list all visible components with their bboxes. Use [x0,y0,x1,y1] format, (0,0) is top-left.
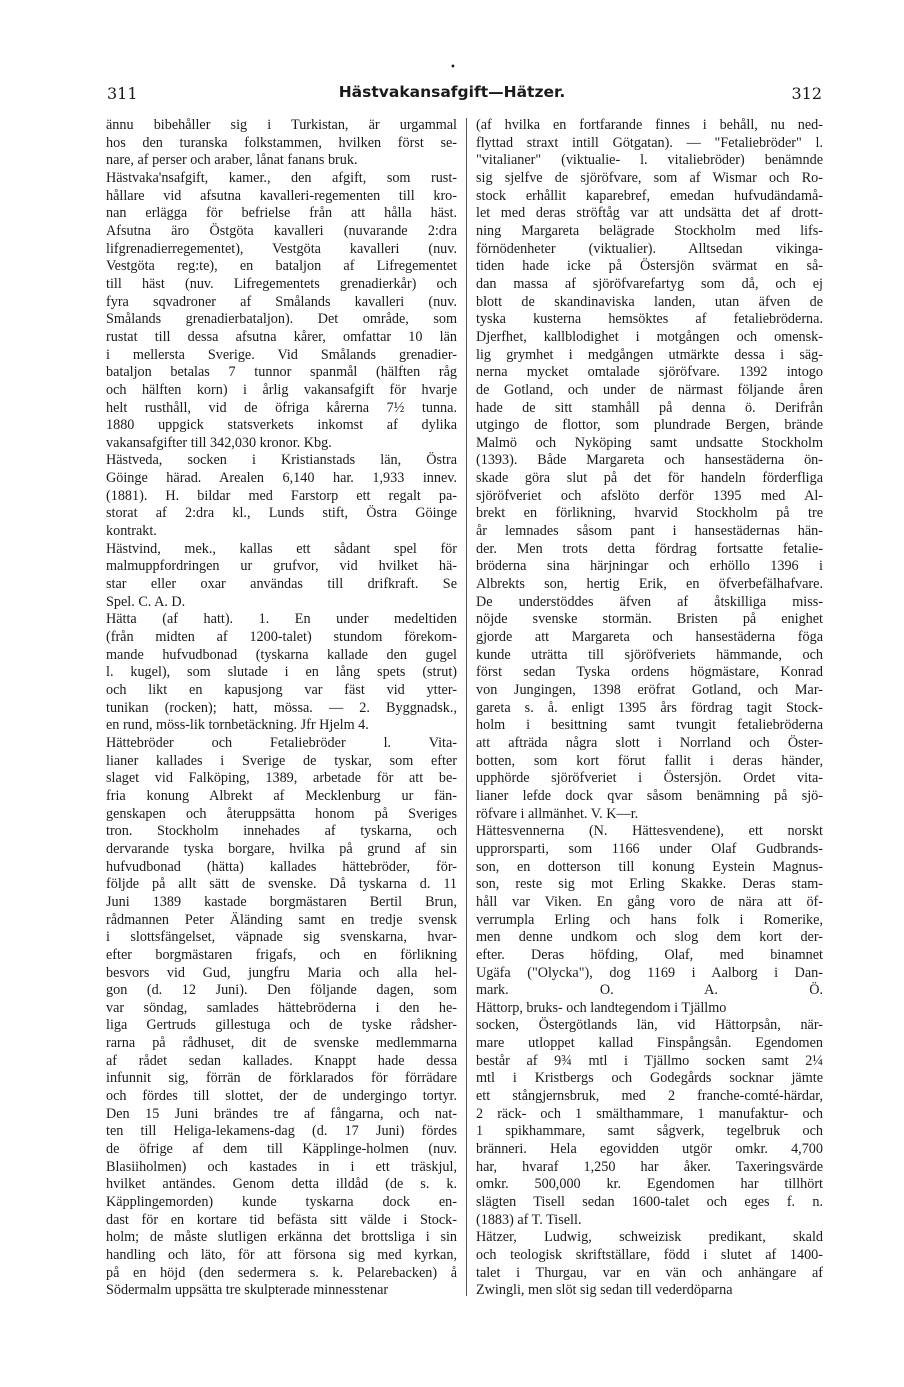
right-column-line: (1883) af T. Tisell. [476,1211,582,1228]
left-column-line: infunnit sig, förrän de förklarados för förrädare [106,1070,457,1087]
left-column-line: rustat till dessa afsutna kårer, omfattar 10 län [106,328,457,345]
right-column-line: tiden hade icke på Östersjön svärmat en så- [476,258,823,275]
left-column-line: följde på allt sätt de svenske. Då tyskarna d. 11 [106,876,457,893]
left-column-line: mande hufvudbonad (tyskarna kallade den gugel [106,646,457,663]
right-column-line: består af 9¾ mtl i Tjällmo socken samt 2¼ [476,1052,823,1069]
right-column-line: Malmö och Nyköping samt undsatte Stockholm [476,434,823,451]
left-column-line: tron. Stockholm innehades af tyskarna, och [106,823,457,840]
right-column-line: flyttad straxt intill Götgatan). — "Fetaliebröder" l. [476,134,823,151]
right-column-line: utgingo de flottor, som plundrade Bergen, brände [476,417,823,434]
left-column-line: nan erlägga för befrielse från att hålla häst. [106,205,457,222]
page-number-right: 312 [791,84,822,103]
left-column-line: (från midten af 1200-talet) stundom förekom- [106,629,457,646]
right-column-line: Ugäfa ("Olycka"), dog 1169 i Aalborg i Dan- [476,964,823,981]
right-column-line: slägten Tisell sedan 1600-talet och eges f. n. [476,1194,823,1211]
right-column-line: son, en dotterson till konung Eystein Magnus- [476,858,823,875]
left-column-line: hos den turanska folkstammen, hvilken först se- [106,134,457,151]
right-column-line: lig grymhet i medgången utmärkte dessa i säg- [476,346,823,363]
right-column-line: har, hvaraf 1,250 har åker. Taxeringsvärde [476,1158,823,1175]
left-column-line: Hästvind, mek., kallas ett sådant spel för [106,540,457,557]
right-column-line: skade göra slut på det för handeln förderfliga [476,470,823,487]
right-column-line: mare utloppet kallad Finspångsån. Egendomen [476,1035,823,1052]
left-column-line: en rund, möss-lik tornbetäckning. Jfr Hjelm 4. [106,717,369,734]
right-column-line: holm i besittning samt tvungit fetaliebröderna [476,717,823,734]
right-column-line: mark. O. A. Ö. [476,982,823,999]
right-column [476,117,823,1300]
left-column-line: ten till Heliga-lekamens-dag (d. 17 Juni) fördes [106,1123,457,1140]
left-column-line: malmuppfordringen ur grufvor, vid hvilket hä- [106,558,457,575]
right-column-line: håll var Viken. En gång voro de nära att öf- [476,893,823,910]
left-column-line: de öfrige af dem till Käpplinge-holmen (nuv. [106,1141,457,1158]
right-column-line: (1393). Både Margareta och hansestäderna ön- [476,452,823,469]
left-column-line: (1881). H. bildar med Farstorp ett regalt pa- [106,487,457,504]
left-column-line: på en höjd (den sedermera s. k. Pelarebacken) å [106,1264,457,1281]
right-column-line: mtl i Kristbergs och Godegårds socknar jämte [476,1070,823,1087]
column-divider [466,118,467,1296]
left-column-line: Blasiiholmen) och kastades in i ett träskjul, [106,1158,457,1175]
right-column-line: dan massa af sjöröfvarefartyg som då, och ej [476,275,823,292]
left-column-line: Hätta (af hatt). 1. En under medeltiden [106,611,457,628]
right-column-line: röfvare i allmänhet. V. K—r. [476,805,639,822]
left-column-line: af rådet sedan kallades. Knappt hade dessa [106,1052,457,1069]
left-column-line: ännu bibehåller sig i Turkistan, är urgammal [106,117,457,133]
left-column-line: i mellersta Sverige. Vid Smålands grenadier- [106,346,457,363]
left-column-line: Smålands grenadierbataljon). Det område, som [106,311,457,328]
right-column-line: tyska kusterna hemsöktes af fetaliebröderna. [476,311,823,328]
right-column-line: brekt en förlikning, hvarvid Stockholm på tre [476,505,823,522]
left-column-line: dast för en kortare tid befästa sitt välde i Stock- [106,1211,457,1228]
right-column-line: omkr. 500,000 kr. Egendomen har tillhört [476,1176,823,1193]
right-column-line: gjorde att Margareta och hansestäderna föga [476,629,823,646]
left-column-line: Göinge härad. Arealen 6,140 har. 1,933 innev. [106,470,457,487]
right-column-line: gareta s. å. enligt 1395 års fördrag tagit Stock- [476,699,823,716]
right-column-line: bränneri. Hela egovidden utgör omkr. 4,700 [476,1141,823,1158]
right-column-line: upprorsparti, som 1166 under Olaf Gudbrands- [476,840,823,857]
right-column-line: hade de sitt stamhåll på denna ö. Derifrån [476,399,823,416]
right-column-line: Albrekts son, hertig Erik, en öfverbefälhafvare. [476,576,823,593]
left-column-line: handling och läto, för att försona sig med kyrkan, [106,1247,457,1263]
right-column-line: nerna mycket omtalade sjöröfvare. 1392 intogo [476,364,823,381]
right-column-line: kunde uträtta till sjöröfveriets hämmande, och [476,646,823,663]
left-column-line: Käpplingemorden) kunde tyskarna dock en- [106,1194,457,1211]
left-column-line: och likt en kapusjong var fäst vid ytter- [106,682,457,698]
left-column-line: Hästveda, socken i Kristianstads län, Östra [106,452,457,469]
left-column-line: och hälften korn) i årlig vakansafgift för hvarje [106,381,457,398]
left-column-line: genskapen och återuppsätta honom på Sveriges [106,805,457,822]
right-column-line: bröderna sina härjningar och erhöllo 1396 i [476,558,823,575]
left-column-line: 1880 uppgick statsverkets inkomst af dylika [106,417,457,434]
left-column-line: i slottsfängelset, väpnade sig svenskarna, hvar- [106,929,457,946]
left-column-line: lifgrenadierregementet), Vestgöta kavalleri (nuv. [106,240,457,257]
right-column-line: först sedan Tyska ordens högmästare, Konrad [476,664,823,681]
right-column-line: son, reste sig mot Erling Skakke. Deras stam- [476,876,823,893]
left-column-line: dervarande tyska borgare, hvilka på grund af sin [106,840,457,857]
left-column-line: fria konung Albrekt af Mecklenburg ur fän- [106,787,457,804]
left-column-line: tunikan (rocken); hatt, mössa. — 2. Byggnadsk., [106,699,457,716]
left-column-line: vakansafgifter till 342,030 kronor. Kbg. [106,434,332,451]
right-column-line: ett stångjernsbruk, med 2 franche-comté-härdar, [476,1088,823,1105]
right-column-line: Hättesvennerna (N. Hättesvendene), ett norskt [476,823,823,840]
right-column-line: sig sjelfve de sjöröfvare, som af Wismar och Ro- [476,169,823,186]
right-column-line: att afträda några slott i Norrland och Öster- [476,734,823,751]
left-column-line: star eller oxar användas till drifkraft. Se [106,576,457,593]
right-column-line: ning Margareta belägrade Stockholm med lifs- [476,222,823,239]
right-column-line: botten, som kort förut fallit i deras händer, [476,752,823,769]
left-column-line: bataljon betalas 7 tunnor spanmål (hälften råg [106,364,457,381]
left-column-line: rarna på rådhuset, dit de svenske medlemmarna [106,1035,457,1052]
left-column-line: Hättebröder och Fetaliebröder l. Vita- [106,734,457,751]
left-column-line: Spel. C. A. D. [106,593,186,610]
running-title: Hästvakansafgift—Hätzer. [338,83,566,101]
left-column-line: besvors vid Gud, jungfru Maria och alla hel- [106,964,457,981]
left-column-line: var söndag, samlades hättebröderna i den he- [106,999,457,1016]
left-column-line: rådmannen Peter Äländing samt en tredje svensk [106,911,457,928]
page-number-left: 311 [107,84,138,103]
left-column-line: liga Gertruds gillestuga och de tyske rådsher- [106,1017,457,1034]
right-column-line: De understöddes äfven af åtskilliga miss- [476,593,823,610]
left-column-line: l. kugel), som slutade i en lång spets (strut) [106,664,457,681]
right-column-line: "vitalianer" (viktualie- l. vitaliebröder) benämnde [476,152,823,169]
right-column-line: Hätzer, Ludwig, schweizisk predikant, skald [476,1229,823,1246]
right-column-line: Djerfhet, kallblodighet i motgången och omensk- [476,328,823,345]
left-column-line: Hästvaka'nsafgift, kamer., den afgift, som rust- [106,169,457,186]
left-column-line: kontrakt. [106,523,157,540]
right-column-line: 1 spikhammare, samt sågverk, tegelbruk och [476,1123,823,1140]
right-column-line: upphörde sjöröfveriet i Östersjön. Ordet vita- [476,770,823,787]
right-column-line: der. Men trots detta fördrag fortsatte fetalie- [476,540,823,557]
right-column-line: men denne undkom och slog dem kort der- [476,929,823,946]
left-column-line: och fördes till slottet, der de undergingo tortyr. [106,1088,457,1105]
right-column-line: blott de skandinaviska landen, utan äfven de [476,293,823,310]
right-column-line: let med deras ströftåg var att undsätta det af drott- [476,205,823,222]
right-column-line: 2 räck- och 1 smälthammare, 1 manufaktur- och [476,1105,823,1122]
left-column-line: storat af 2:dra kl., Lunds stift, Östra Göinge [106,505,457,522]
left-column-line: efter borgmästaren frigafs, och en förlikning [106,946,457,963]
left-column-line: nare, af perser och araber, lånat fanans bruk. [106,152,358,169]
right-column-line: och teologisk skriftställare, född i slutet af 1400- [476,1247,823,1263]
left-column-line: Södermalm uppsätta tre skulpterade minnesstenar [106,1282,389,1299]
left-column-line: Juni 1389 kastade borgmästaren Bertil Brun, [106,893,457,910]
right-column-line: stock erhållit kaparebref, emedan hufvudändamå- [476,187,823,204]
left-column-line: Vestgöta reg:te), en bataljon af Lifregementet [106,258,457,275]
right-column-line: efter. Deras höfding, Olaf, med binamnet [476,946,823,963]
left-column-line: hufvudbonad (hätta) kallades hättebröder, för- [106,858,457,875]
right-column-line: talet i Thurgau, var en vän och anhängare af [476,1264,823,1281]
right-column-line: de Gotland, och under de närmast följande åren [476,381,823,398]
right-column-line: (af hvilka en fortfarande finnes i behåll, nu ned- [476,117,823,133]
right-column-line: Zwingli, men slöt sig sedan till vederdöparna [476,1282,733,1299]
left-column-line: till häst (nuv. Lifregementets grenadierkår) och [106,275,457,292]
right-column-line: förnödenheter (viktualier). Alltsedan vikinga- [476,240,823,257]
left-column-line: lianer kallades i Sverige de tyskar, som efter [106,752,457,769]
left-column [106,117,457,1300]
right-column-line: nöjde svenske stormän. Bristen på enighet [476,611,823,628]
left-column-line: gon (d. 12 Juni). Den följande dagen, som [106,982,457,999]
left-column-line: holm; de måste slutligen erkänna det brottsliga i sin [106,1229,457,1246]
right-column-line: sjöröfveriet och afslöto derför 1395 med Al- [476,487,823,504]
right-column-line: verrumpla Erling och hans folk i Romerike, [476,911,823,928]
left-column-line: slaget vid Falköping, 1389, arbetade för att be- [106,770,457,787]
ink-mark: • [450,62,456,73]
left-column-line: fyra sqvadroner af Smålands kavalleri (nuv. [106,293,457,310]
left-column-line: hvilket antändes. Genom detta illdåd (de s. k. [106,1176,457,1193]
left-column-line: helt rusthåll, vid de öfriga kårerna 7½ tunna. [106,399,457,416]
right-column-line: von Jungingen, 1398 eröfrat Gotland, och Mar- [476,682,823,698]
left-column-line: Den 15 Juni brändes tre af fångarna, och nat- [106,1105,457,1122]
right-column-line: Hättorp, bruks- och landtegendom i Tjällmo [476,999,727,1016]
left-column-line: Afsutna äro Östgöta kavalleri (nuvarande 2:dra [106,222,457,239]
left-column-line: hållare vid afsutna kavalleri-regementen till kro- [106,187,457,204]
right-column-line: lianer lefde dock qvar såsom benämning på sjö- [476,787,823,804]
right-column-line: år lemnades såsom pant i hansestädernas hän- [476,523,823,540]
right-column-line: socken, Östergötlands län, vid Hättorpsån, när- [476,1017,823,1034]
